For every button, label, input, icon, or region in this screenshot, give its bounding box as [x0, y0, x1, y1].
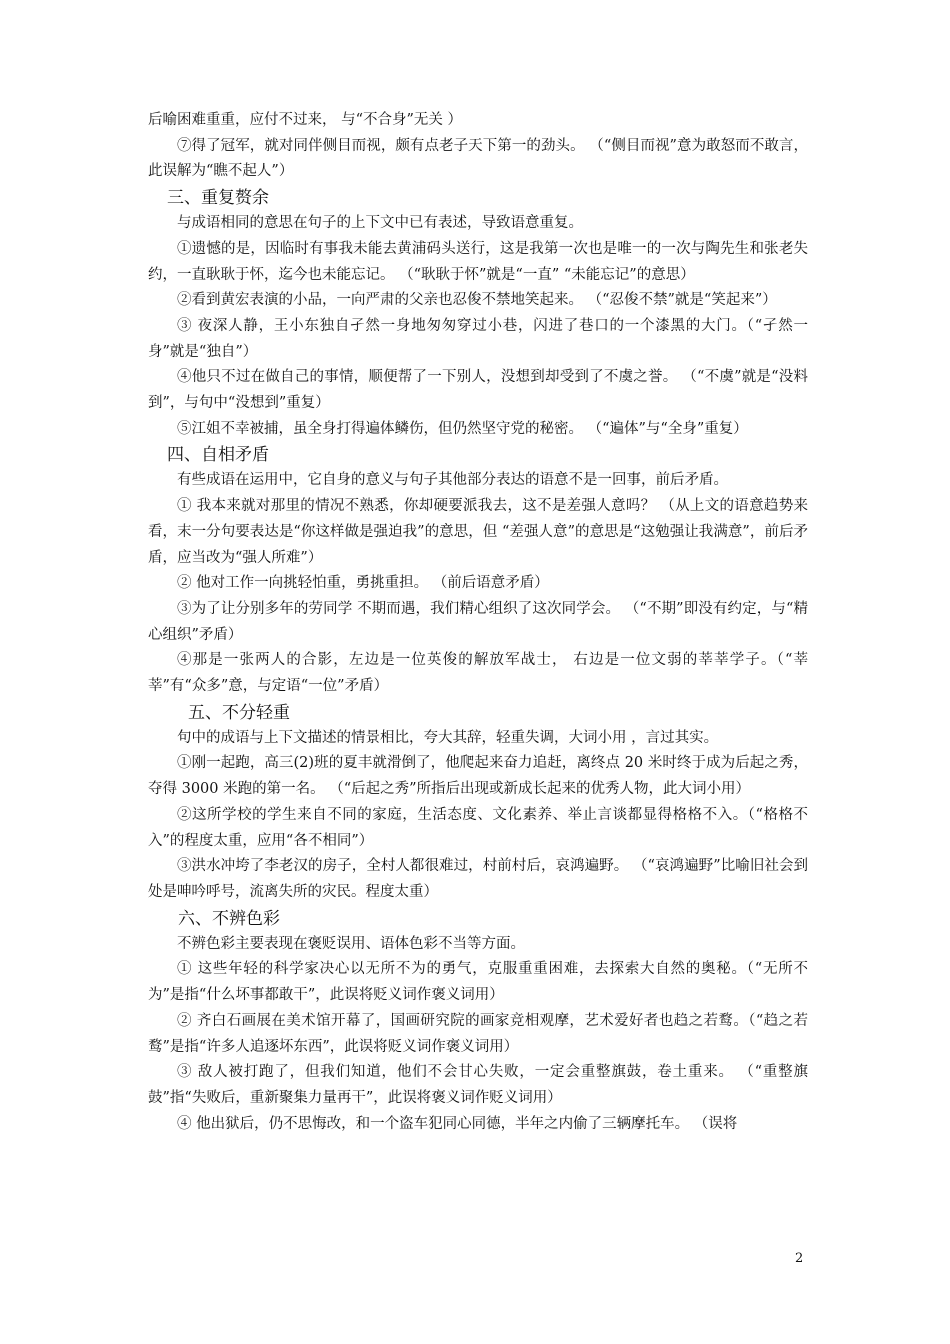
- section-intro: 不辨色彩主要表现在褒贬误用、语体色彩不当等方面。: [177, 935, 525, 952]
- section-heading: 四、自相矛盾: [167, 445, 269, 466]
- example-item: ③ 夜深人静，王小东独自孑然一身地匆匆穿过小巷，闪进了巷口的一个漆黑的大门。（“孑然一身”就是“独自”）: [148, 317, 808, 360]
- example-item: ① 我本来就对那里的情况不熟悉，你却硬要派我去，这不是差强人意吗？ （从上文的语意趋势来看，末一分句要表达是“你这样做是强迫我”的意思，但 “差强人意”的意思是“这勉强让我满意”，前后矛盾，应当改为“强人所难”）: [148, 498, 808, 566]
- page-number: 2: [795, 1251, 804, 1266]
- document-body: [148, 108, 808, 1137]
- section-heading: 三、重复赘余: [167, 188, 269, 209]
- example-item: ③洪水冲垮了李老汉的房子，全村人都很难过，村前村后，哀鸿遍野。 （“哀鸿遍野”比喻旧社会到处是呻吟呼号，流离失所的灾民。程度太重）: [148, 858, 808, 900]
- example-item: ④ 他出狱后，仍不思悔改，和一个盗车犯同心同德，半年之内偷了三辆摩托车。 （误将: [177, 1115, 738, 1132]
- example-item: ③ 敌人被打跑了，但我们知道，他们不会甘心失败，一定会重整旗鼓，卷土重来。 （“重整旗鼓”指“失败后，重新聚集力量再干”，此误将褒义词作贬义词用）: [148, 1064, 808, 1106]
- section-heading: 六、不辨色彩: [178, 908, 280, 929]
- section-intro: 句中的成语与上下文描述的情景相比，夸大其辞，轻重失调，大词小用 ，言过其实。: [177, 729, 719, 746]
- example-item: ①遗憾的是，因临时有事我未能去黄浦码头送行，这是我第一次也是唯一的一次与陶先生和张老失约，一直耿耿于怀，迄今也未能忘记。 （“耿耿于怀”就是“一直” “未能忘记”的意思）: [148, 240, 808, 283]
- example-item: ② 齐白石画展在美术馆开幕了，国画研究院的画家竞相观摩，艺术爱好者也趋之若鹜。（“趋之若鹜”是指“许多人追逐坏东西”，此误将贬义词作褒义词用）: [148, 1012, 808, 1055]
- section-heading: 五、不分轻重: [188, 702, 290, 723]
- example-item: ②看到黄宏表演的小品，一向严肃的父亲也忍俊不禁地笑起来。 （“忍俊不禁”就是“笑起来”）: [177, 292, 777, 309]
- paragraph: 后喻困难重重，应付不过来， 与“不合身”无关 ）: [148, 112, 463, 128]
- example-item: ②这所学校的学生来自不同的家庭，生活态度、文化素养、举止言谈都显得格格不入。（“格格不入”的程度太重，应用“各不相同”）: [148, 806, 808, 849]
- example-item: ② 他对工作一向挑轻怕重，勇挑重担。 （前后语意矛盾）: [177, 575, 549, 592]
- example-item: ⑤江姐不幸被捕，虽全身打得遍体鳞伤，但仍然坚守党的秘密。 （“遍体”与“全身”重复）: [177, 420, 748, 437]
- example-item: ③为了让分别多年的劳同学 不期而遇，我们精心组织了这次同学会。 （“不期”即没有约定，与“精心组织”矛盾）: [148, 600, 808, 643]
- section-intro: 有些成语在运用中，它自身的意义与句子其他部分表达的语意不是一回事，前后矛盾。: [177, 472, 728, 489]
- example-item: ④那是一张两人的合影，左边是一位英俊的解放军战士， 右边是一位文弱的莘莘学子。（“莘莘”有“众多”意，与定语“一位”矛盾）: [148, 652, 808, 695]
- paragraph: ⑦得了冠军，就对同伴侧目而视，颇有点老子天下第一的劲头。 （“侧目而视”意为敢怒而不敢言，此误解为“瞧不起人”）: [148, 137, 808, 180]
- section-intro: 与成语相同的意思在句子的上下文中已有表述，导致语意重复。: [177, 215, 583, 232]
- example-item: ①刚一起跑，高三(2)班的夏丰就滑倒了，他爬起来奋力追赶，离终点 20 米时终于成为后起之秀，夺得 3000 米跑的第一名。 （“后起之秀”所指后出现或新成长起来的优秀人物，此大词小用）: [148, 755, 808, 798]
- example-item: ① 这些年轻的科学家决心以无所不为的勇气，克服重重困难，去探索大自然的奥秘。（“无所不为”是指“什么坏事都敢干”，此误将贬义词作褒义词用）: [148, 961, 808, 1004]
- example-item: ④他只不过在做自己的事情，顺便帮了一下别人，没想到却受到了不虞之誉。 （“不虞”就是“没料到”，与句中“没想到”重复）: [148, 369, 808, 412]
